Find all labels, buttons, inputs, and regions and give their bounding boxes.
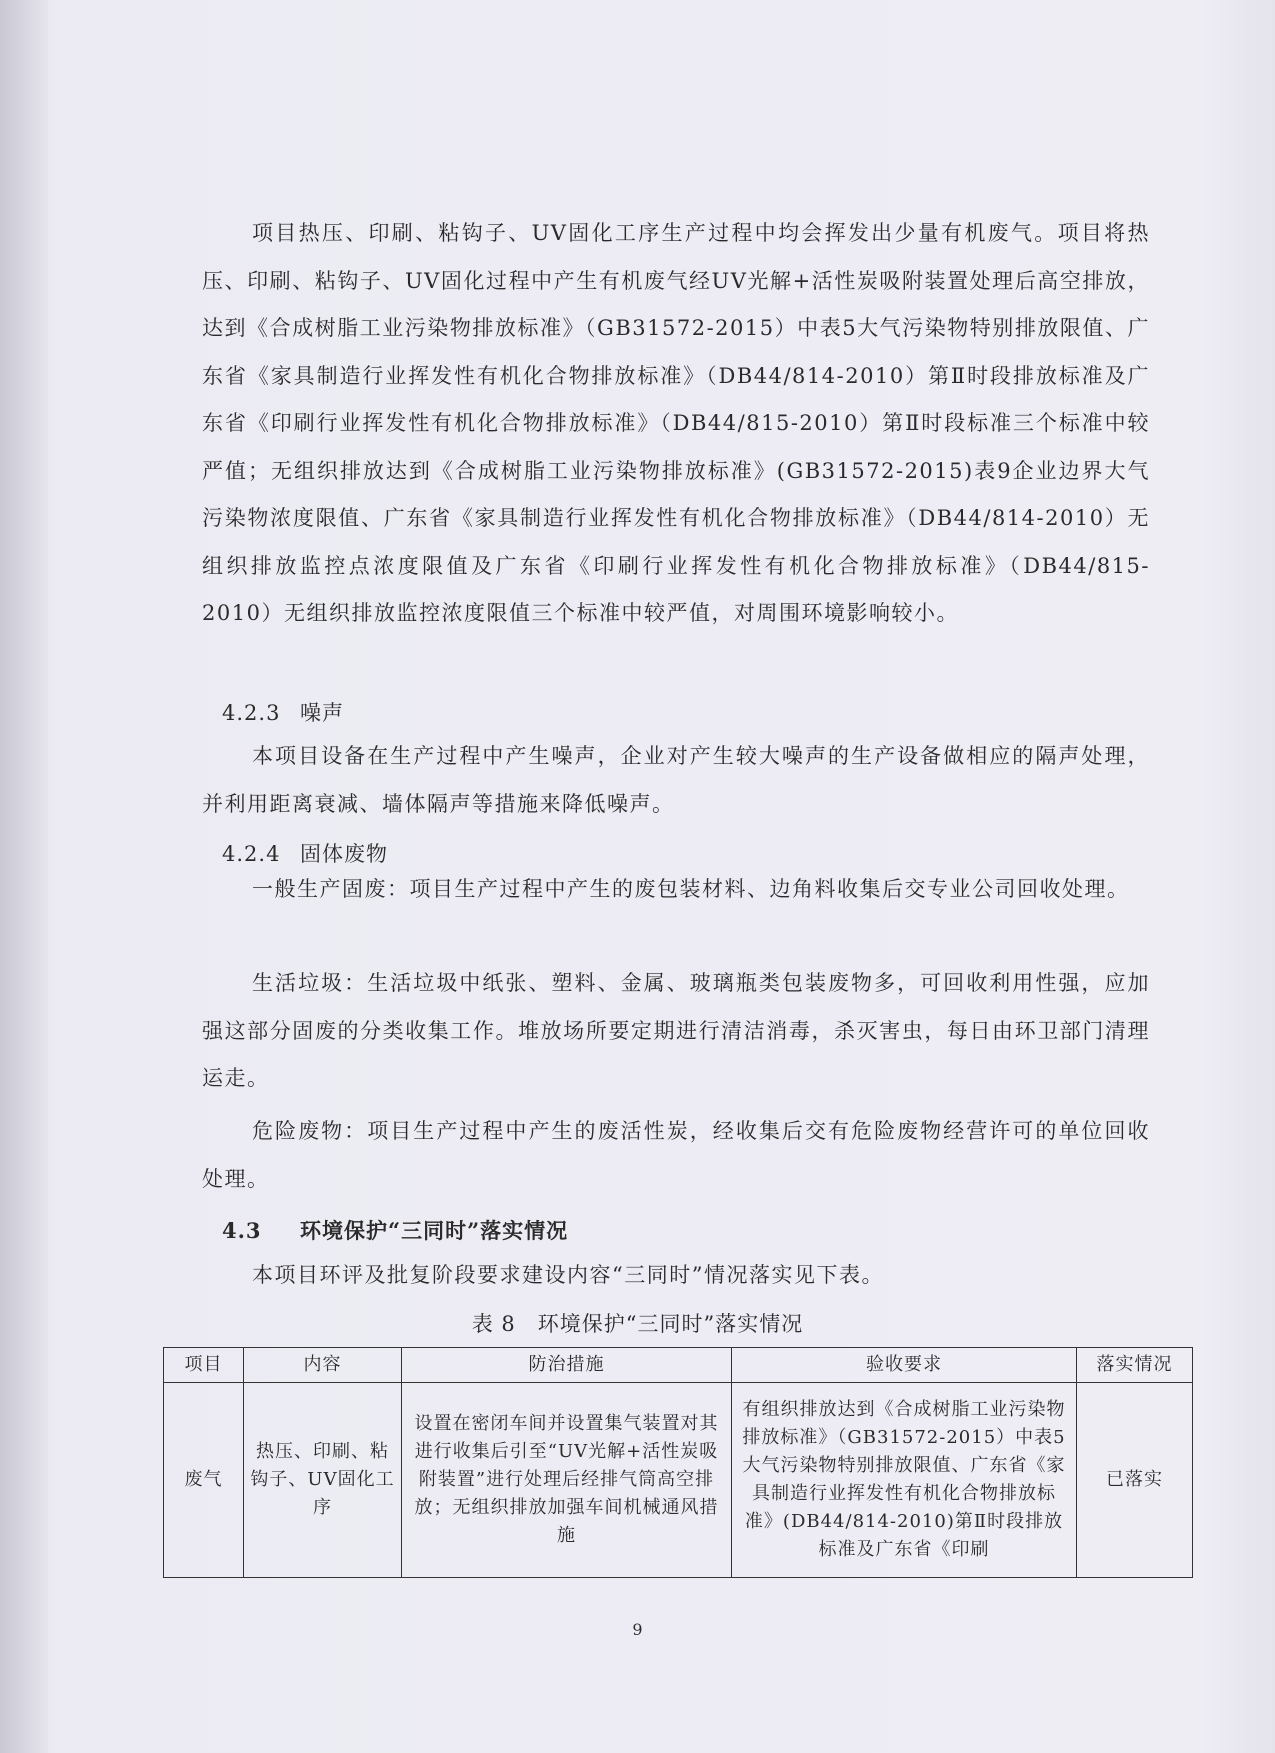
header-content: 内容	[244, 1348, 402, 1383]
scan-edge	[0, 0, 48, 1753]
paragraph-hazardous-waste: 危险废物：项目生产过程中产生的废活性炭，经收集后交有危险废物经营许可的单位回收处理。	[202, 1119, 1150, 1191]
header-requirements: 验收要求	[732, 1348, 1077, 1383]
heading-4-2-4	[222, 838, 388, 868]
paragraph-domestic-waste: 生活垃圾：生活垃圾中纸张、塑料、金属、玻璃瓶类包装废物多，可回收利用性强，应加强这部分固废的分类收集工作。堆放场所要定期进行清洁消毒，杀灭害虫，每日由环卫部门清理运走。	[202, 971, 1150, 1090]
heading-number: 4.2.4	[222, 842, 281, 866]
heading-4-2-3	[222, 697, 344, 727]
heading-number: 4.3	[222, 1218, 262, 1243]
heading-title: 固体废物	[300, 842, 388, 866]
heading-4-3	[222, 1215, 568, 1245]
table-row	[164, 1383, 1193, 1578]
three-simultaneous-table	[163, 1347, 1193, 1578]
heading-title: 环境保护“三同时”落实情况	[300, 1218, 569, 1243]
cell-measures: 设置在密闭车间并设置集气装置对其进行收集后引至“UV光解+活性炭吸附装置”进行处理后经排气筒高空排放；无组织排放加强车间机械通风措施	[402, 1383, 732, 1578]
cell-item: 废气	[164, 1383, 244, 1578]
paragraph-table-intro: 本项目环评及批复阶段要求建设内容“三同时”情况落实见下表。	[252, 1263, 884, 1287]
cell-status: 已落实	[1077, 1383, 1193, 1578]
cell-requirements: 有组织排放达到《合成树脂工业污染物排放标准》（GB31572-2015）中表5大气污染物特别排放限值、广东省《家具制造行业挥发性有机化合物排放标准》(DB44/814-2010)第Ⅱ时段排放标准及广东省《印刷	[732, 1383, 1077, 1578]
paragraph-organic-waste-gas: 项目热压、印刷、粘钩子、UV固化工序生产过程中均会挥发出少量有机废气。项目将热压、印刷、粘钩子、UV固化过程中产生有机废气经UV光解+活性炭吸附装置处理后高空排放，达到《合成树脂工业污染物排放标准》（GB31572-2015）中表5大气污染物特别排放限值、广东省《家具制造行业挥发性有机化合物排放标准》（DB44/814-2010）第Ⅱ时段排放标准及广东省《印刷行业挥发性有机化合物排放标准》（DB44/815-2010）第Ⅱ时段标准三个标准中较严值；无组织排放达到《合成树脂工业污染物排放标准》(GB31572-2015)表9企业边界大气污染物浓度限值、广东省《家具制造行业挥发性有机化合物排放标准》（DB44/814-2010）无组织排放监控点浓度限值及广东省《印刷行业挥发性有机化合物排放标准》（DB44/815-2010）无组织排放监控浓度限值三个标准中较严值，对周围环境影响较小。	[202, 221, 1150, 625]
table-header-row	[164, 1348, 1193, 1383]
cell-content: 热压、印刷、粘钩子、UV固化工序	[244, 1383, 402, 1578]
heading-title: 噪声	[300, 701, 344, 725]
header-measures: 防治措施	[402, 1348, 732, 1383]
header-status: 落实情况	[1077, 1348, 1193, 1383]
table-caption: 表 8 环境保护“三同时”落实情况	[471, 1312, 804, 1336]
page-number: 9	[632, 1620, 643, 1639]
paragraph-noise: 本项目设备在生产过程中产生噪声，企业对产生较大噪声的生产设备做相应的隔声处理，并利用距离衰减、墙体隔声等措施来降低噪声。	[202, 744, 1150, 816]
paragraph-general-solid-waste: 一般生产固废：项目生产过程中产生的废包装材料、边角料收集后交专业公司回收处理。	[252, 877, 1130, 901]
heading-number: 4.2.3	[222, 701, 281, 725]
header-item: 项目	[164, 1348, 244, 1383]
